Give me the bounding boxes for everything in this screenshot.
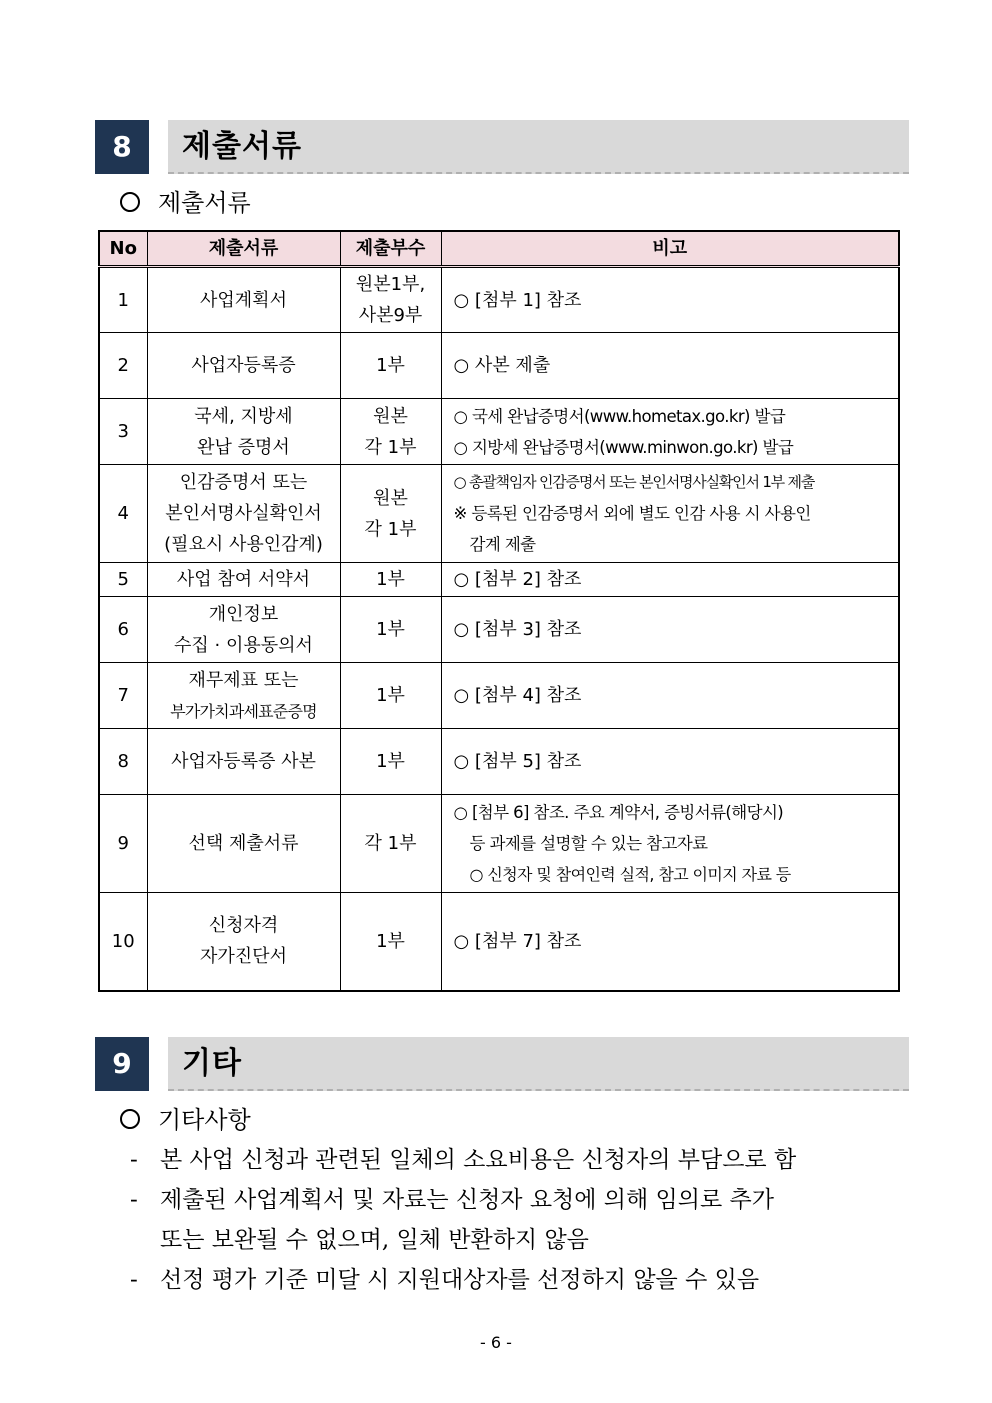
cell-no: 3: [99, 399, 147, 465]
subheading-submission: [120, 188, 251, 218]
cell-no: 5: [99, 563, 147, 597]
cell-document: 신청자격 자가진단서: [147, 893, 340, 991]
section-title-bar: [168, 1037, 909, 1091]
cell-notes: ○ [첨부 3] 참조: [441, 597, 899, 663]
cell-copies: 1부: [340, 663, 441, 729]
table-row: [99, 465, 899, 563]
cell-notes: ○ [첨부 1] 참조: [441, 267, 899, 333]
list-item: - 제출된 사업계획서 및 자료는 신청자 요청에 의해 임의로 추가: [130, 1187, 774, 1213]
cell-copies: 1부: [340, 597, 441, 663]
cell-document: 사업자등록증: [147, 333, 340, 399]
cell-document: 재무제표 또는 부가가치과세표준증명: [147, 663, 340, 729]
cell-notes: ○ 사본 제출: [441, 333, 899, 399]
cell-copies: 1부: [340, 893, 441, 991]
cell-document: 인감증명서 또는 본인서명사실확인서 (필요시 사용인감계): [147, 465, 340, 563]
header-no: No: [99, 231, 147, 267]
cell-no: 10: [99, 893, 147, 991]
table-row: [99, 399, 899, 465]
cell-document: 국세, 지방세 완납 증명서: [147, 399, 340, 465]
cell-copies: 1부: [340, 729, 441, 795]
cell-notes: ○ [첨부 7] 참조: [441, 893, 899, 991]
subheading-text: 제출서류: [158, 189, 251, 217]
table-row: [99, 893, 899, 991]
cell-copies: 각 1부: [340, 795, 441, 893]
cell-no: 2: [99, 333, 147, 399]
cell-notes: ○ [첨부 2] 참조: [441, 563, 899, 597]
circle-bullet-icon: [120, 1109, 140, 1129]
list-item: - 선정 평가 기준 미달 시 지원대상자를 선정하지 않을 수 있음: [130, 1267, 760, 1293]
cell-copies: 원본1부, 사본9부: [340, 267, 441, 333]
list-item: - 본 사업 신청과 관련된 일체의 소요비용은 신청자의 부담으로 함: [130, 1147, 797, 1173]
cell-no: 8: [99, 729, 147, 795]
table-row: [99, 563, 899, 597]
cell-no: 1: [99, 267, 147, 333]
cell-notes: ○ [첨부 4] 참조: [441, 663, 899, 729]
section-number: 9: [95, 1037, 149, 1091]
cell-notes: ○ 국세 완납증명서(www.hometax.go.kr) 발급 ○ 지방세 완납증명서(www.minwon.go.kr) 발급: [441, 399, 899, 465]
cell-copies: 1부: [340, 333, 441, 399]
cell-document: 개인정보 수집 · 이용동의서: [147, 597, 340, 663]
cell-document: 사업계획서: [147, 267, 340, 333]
table-header-row: [99, 231, 899, 267]
submission-table: [98, 230, 900, 992]
table-row: [99, 333, 899, 399]
header-notes: 비고: [441, 231, 899, 267]
table-row: [99, 795, 899, 893]
section-9-heading: [95, 1037, 909, 1091]
circle-bullet-icon: [120, 192, 140, 212]
cell-copies: 원본 각 1부: [340, 465, 441, 563]
table-row: [99, 267, 899, 333]
section-title: 기타: [182, 1046, 242, 1081]
cell-notes: ○ 총괄책임자 인감증명서 또는 본인서명사실확인서 1부 제출 ※ 등록된 인감증명서 외에 별도 인감 사용 시 사용인 감계 제출: [441, 465, 899, 563]
page-number: - 6 -: [480, 1333, 512, 1352]
table-row: [99, 663, 899, 729]
cell-no: 7: [99, 663, 147, 729]
header-document: 제출서류: [147, 231, 340, 267]
header-copies: 제출부수: [340, 231, 441, 267]
subheading-etc: [120, 1105, 251, 1135]
cell-copies: 원본 각 1부: [340, 399, 441, 465]
table-row: [99, 729, 899, 795]
section-8-heading: [95, 120, 909, 174]
section-number: 8: [95, 120, 149, 174]
cell-document: 사업자등록증 사본: [147, 729, 340, 795]
cell-no: 9: [99, 795, 147, 893]
cell-document: 선택 제출서류: [147, 795, 340, 893]
cell-document: 사업 참여 서약서: [147, 563, 340, 597]
section-title: 제출서류: [182, 129, 302, 164]
list-item-continuation: 또는 보완될 수 없으며, 일체 반환하지 않음: [160, 1227, 589, 1253]
cell-no: 4: [99, 465, 147, 563]
cell-copies: 1부: [340, 563, 441, 597]
section-title-bar: [168, 120, 909, 174]
cell-notes: ○ [첨부 5] 참조: [441, 729, 899, 795]
table-row: [99, 597, 899, 663]
cell-no: 6: [99, 597, 147, 663]
subheading-text: 기타사항: [158, 1106, 251, 1134]
cell-notes: ○ [첨부 6] 참조. 주요 계약서, 증빙서류(해당시) 등 과제를 설명할 수 있는 참고자료 ○ 신청자 및 참여인력 실적, 참고 이미지 자료 등: [441, 795, 899, 893]
